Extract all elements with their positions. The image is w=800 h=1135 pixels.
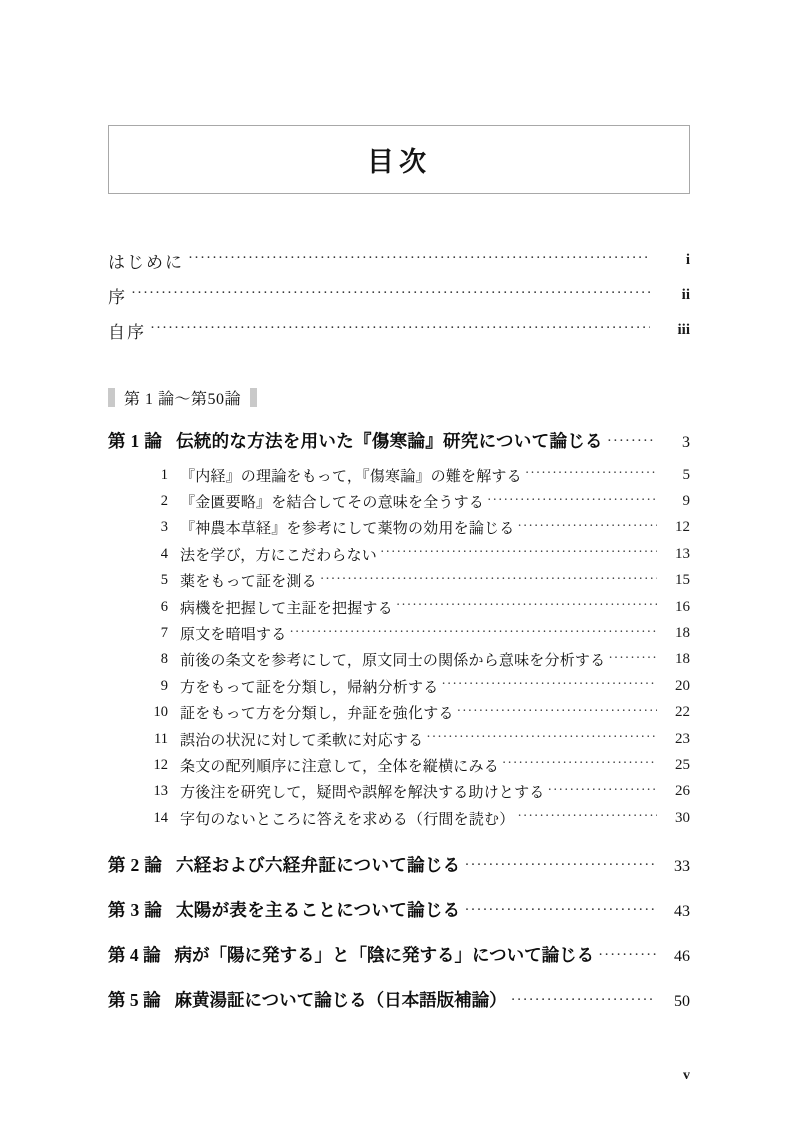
toc-subitem-13[interactable] — [108, 779, 690, 805]
toc-chapter-3[interactable] — [108, 897, 690, 922]
toc-subitem-page: 20 — [675, 677, 690, 694]
dot-leader — [487, 492, 657, 508]
dot-leader — [441, 676, 657, 692]
toc-subitem-label: 病機を把握して主証を把握する — [180, 600, 393, 617]
toc-chapter-number: 第 5 論 — [108, 990, 161, 1010]
toc-subitem-index: 10 — [153, 704, 168, 721]
dot-leader — [380, 544, 657, 560]
toc-entry-label: はじめに — [108, 253, 184, 272]
toc-subitem-page: 16 — [675, 598, 690, 615]
toc-subitem-page: 18 — [675, 625, 690, 642]
toc-subitem-label: 薬をもって証を測る — [180, 574, 317, 591]
toc-chapter-page: 46 — [674, 948, 690, 965]
toc-subitem-6[interactable] — [108, 594, 690, 620]
toc-entry-label: 自序 — [108, 323, 146, 342]
dot-leader — [598, 947, 656, 964]
toc-subitem-list — [108, 462, 690, 831]
toc-subitem-index: 3 — [160, 519, 168, 536]
toc-chapter-5[interactable] — [108, 987, 690, 1012]
toc-subitem-4[interactable] — [108, 541, 690, 567]
toc-subitem-page: 15 — [675, 572, 690, 589]
dot-leader — [517, 808, 657, 824]
page-title-frame — [108, 125, 690, 194]
toc-subitem-index: 9 — [160, 677, 168, 694]
dot-leader — [188, 250, 650, 267]
toc-chapter-label — [108, 942, 594, 967]
toc-subitem-11[interactable] — [108, 726, 690, 752]
toc-entry-page: iii — [677, 322, 690, 338]
toc-chapter-1[interactable] — [108, 428, 690, 453]
toc-subitem-index: 7 — [160, 625, 168, 642]
toc-chapter-number: 第 1 論 — [108, 431, 162, 451]
dot-leader — [131, 285, 650, 302]
toc-chapter-title: 麻黄湯証について論じる（日本語版補論） — [174, 990, 507, 1010]
toc-subitem-index: 11 — [154, 730, 168, 747]
toc-subitem-page: 22 — [675, 704, 690, 721]
toc-subitem-label: 『内経』の理論をもって，『傷寒論』の難を解する — [180, 468, 522, 485]
toc-subitem-label: 方後注を研究して，疑問や誤解を解決する助けとする — [180, 785, 545, 802]
toc-subitem-page: 30 — [675, 809, 690, 826]
toc-chapter-title: 病が「陽に発する」と「陰に発する」について論じる — [174, 945, 595, 965]
dot-leader — [320, 571, 657, 587]
toc-subitem-label: 法を学び，方にこだわらない — [180, 547, 378, 564]
toc-subitem-index: 5 — [160, 572, 168, 589]
dot-leader — [289, 624, 657, 640]
toc-subitem-page: 5 — [682, 466, 690, 483]
toc-subitem-5[interactable] — [108, 568, 690, 594]
toc-subitem-index: 13 — [153, 783, 168, 800]
dot-leader — [517, 518, 657, 534]
front-matter-list — [108, 243, 690, 348]
toc-subitem-2[interactable] — [108, 488, 690, 514]
toc-entry-front-2[interactable] — [108, 313, 690, 348]
part-header — [108, 386, 257, 409]
toc-subitem-index: 12 — [153, 756, 168, 773]
toc-subitem-index: 2 — [160, 493, 168, 510]
toc-chapter-number: 第 3 論 — [108, 900, 162, 920]
dot-leader — [457, 703, 657, 719]
toc-subitem-7[interactable] — [108, 620, 690, 646]
toc-subitem-page: 26 — [675, 783, 690, 800]
toc-chapter-label — [108, 987, 507, 1012]
toc-subitem-index: 1 — [160, 466, 168, 483]
toc-subitem-page: 23 — [675, 730, 690, 747]
toc-chapter-number: 第 2 論 — [108, 855, 162, 875]
toc-subitem-index: 8 — [160, 651, 168, 668]
toc-chapter-label — [108, 897, 460, 922]
dot-leader — [396, 597, 657, 613]
toc-subitem-1[interactable] — [108, 462, 690, 488]
toc-subitem-label: 原文を暗唱する — [180, 627, 287, 644]
toc-entry-front-0[interactable] — [108, 243, 690, 278]
dot-leader — [607, 433, 656, 450]
dot-leader — [548, 782, 657, 798]
toc-subitem-label: 証をもって方を分類し，弁証を強化する — [180, 706, 454, 723]
toc-subitem-index: 6 — [160, 598, 168, 615]
toc-entry-page: i — [685, 252, 690, 268]
toc-chapter-4[interactable] — [108, 942, 690, 967]
page-folio: v — [683, 1068, 690, 1083]
toc-subitem-label: 前後の条文を参考にして，原文同士の関係から意味を分析する — [180, 653, 606, 670]
dot-leader — [426, 729, 657, 745]
toc-subitem-label: 誤治の状況に対して柔軟に対応する — [180, 732, 424, 749]
toc-chapter-2[interactable] — [108, 852, 690, 877]
toc-subitem-label: 『神農本草経』を参考にして薬物の効用を論じる — [180, 521, 515, 538]
toc-chapter-title: 太陽が表を主ることについて論じる — [176, 900, 461, 920]
toc-chapter-label — [108, 428, 603, 453]
toc-subitem-label: 『金匱要略』を結合してその意味を全うする — [180, 495, 485, 512]
dot-leader — [464, 902, 656, 919]
part-marker-left-icon — [108, 388, 115, 407]
toc-chapter-number: 第 4 論 — [108, 945, 161, 965]
toc-subitem-label: 条文の配列順序に注意して，全体を縦横にみる — [180, 758, 499, 775]
toc-chapter-page: 50 — [674, 993, 690, 1010]
toc-subitem-page: 13 — [675, 545, 690, 562]
dot-leader — [608, 650, 657, 666]
toc-subitem-page: 25 — [675, 756, 690, 773]
toc-entry-page: ii — [681, 287, 690, 303]
toc-subitem-page: 12 — [675, 519, 690, 536]
part-header-label: 第 1 論〜第50論 — [124, 391, 242, 408]
toc-subitem-index: 4 — [160, 545, 168, 562]
toc-chapter-label — [108, 852, 460, 877]
page-title: 目次 — [367, 147, 431, 178]
toc-subitem-12[interactable] — [108, 752, 690, 778]
toc-chapter-page: 3 — [682, 434, 690, 451]
toc-chapter-page: 43 — [674, 903, 690, 920]
toc-subitem-9[interactable] — [108, 673, 690, 699]
toc-chapter-title: 六経および六経弁証について論じる — [176, 855, 461, 875]
toc-entry-front-1[interactable] — [108, 278, 690, 313]
toc-subitem-index: 14 — [153, 809, 168, 826]
dot-leader — [525, 465, 657, 481]
toc-subitem-label: 字句のないところに答えを求める（行間を読む） — [180, 811, 515, 828]
toc-subitem-page: 9 — [682, 493, 690, 510]
dot-leader — [502, 755, 657, 771]
toc-subitem-8[interactable] — [108, 647, 690, 673]
toc-chapter-page: 33 — [674, 858, 690, 875]
dot-leader — [464, 857, 656, 874]
toc-subitem-14[interactable] — [108, 805, 690, 831]
part-marker-right-icon — [250, 388, 257, 407]
toc-subitem-10[interactable] — [108, 700, 690, 726]
toc-subitem-3[interactable] — [108, 515, 690, 541]
toc-entry-label: 序 — [108, 288, 127, 307]
dot-leader — [511, 992, 656, 1009]
dot-leader — [150, 320, 650, 337]
toc-subitem-label: 方をもって証を分類し，帰納分析する — [180, 679, 439, 696]
toc-chapter-title: 伝統的な方法を用いた『傷寒論』研究について論じる — [176, 431, 603, 451]
toc-subitem-page: 18 — [675, 651, 690, 668]
